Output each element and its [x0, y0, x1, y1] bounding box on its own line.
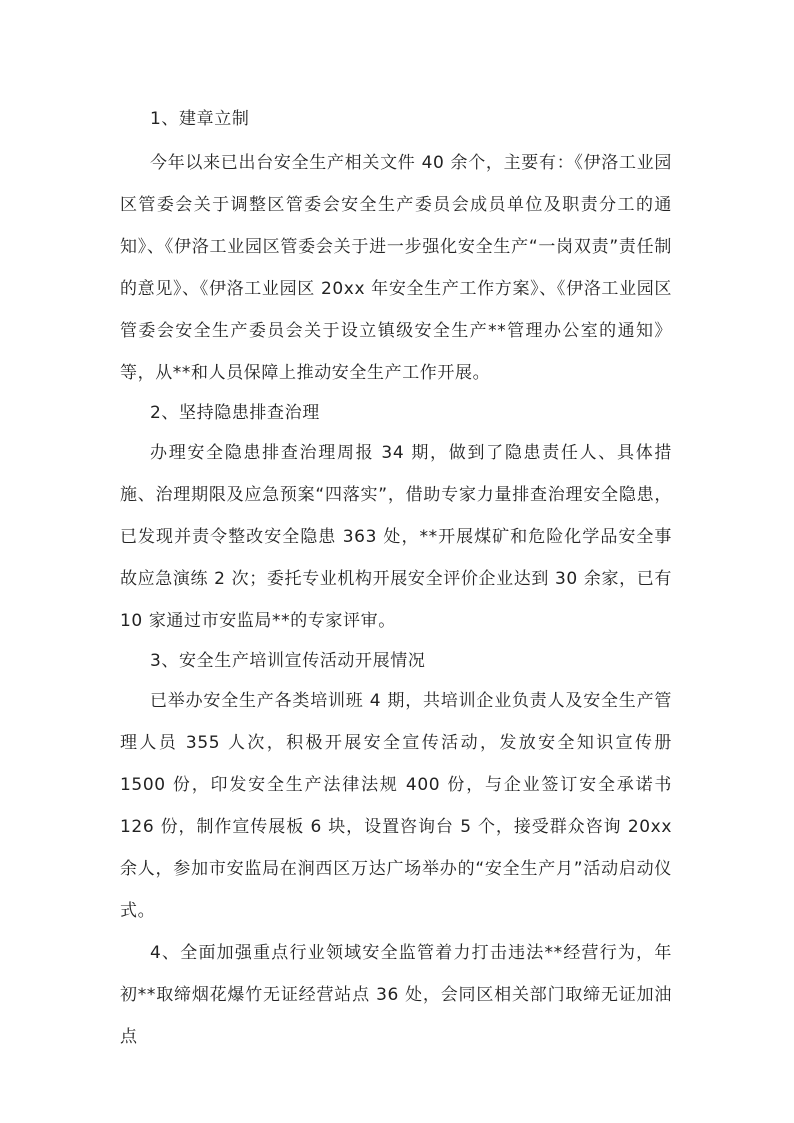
- document-content: [120, 100, 672, 1058]
- section-2-body: 办理安全隐患排查治理周报 34 期，做到了隐患责任人、具体措施、治理期限及应急预案“四落实”，借助专家力量排查治理安全隐患，已发现并责令整改安全隐患 363 处，**开展煤矿和危险化学品安全事故应急演练 2 次；委托专业机构开展安全评价企业达到 30 余家，已有 10 家通过市安监局**的专家评审。: [120, 443, 672, 631]
- section-4-body: 4、全面加强重点行业领域安全监管着力打击违法**经营行为，年初**取缔烟花爆竹无证经营站点 36 处，会同区相关部门取缔无证加油点: [120, 943, 672, 1047]
- section-3-body: 已举办安全生产各类培训班 4 期，共培训企业负责人及安全生产管理人员 355 人次，积极开展安全宣传活动，发放安全知识宣传册 1500 份，印发安全生产法律法规 400 份，与企业签订安全承诺书 126 份，制作宣传展板 6 块，设置咨询台 5 个，接受群众咨询 20xx 余人，参加市安监局在涧西区万达广场举办的“安全生产月”活动启动仪式。: [120, 691, 672, 921]
- section-3-heading: 3、安全生产培训宣传活动开展情况: [150, 651, 426, 671]
- section-1-heading: 1、建章立制: [150, 109, 250, 129]
- section-1-body: 今年以来已出台安全生产相关文件 40 余个，主要有：《伊洛工业园区管委会关于调整区管委会安全生产委员会成员单位及职责分工的通知》、《伊洛工业园区管委会关于进一步强化安全生产“一岗双责”责任制的意见》、《伊洛工业园区 20xx 年安全生产工作方案》、《伊洛工业园区管委会安全生产委员会关于设立镇级安全生产**管理办公室的通知》等，从**和人员保障上推动安全生产工作开展。: [120, 153, 672, 383]
- section-2-heading: 2、坚持隐患排查治理: [150, 403, 320, 423]
